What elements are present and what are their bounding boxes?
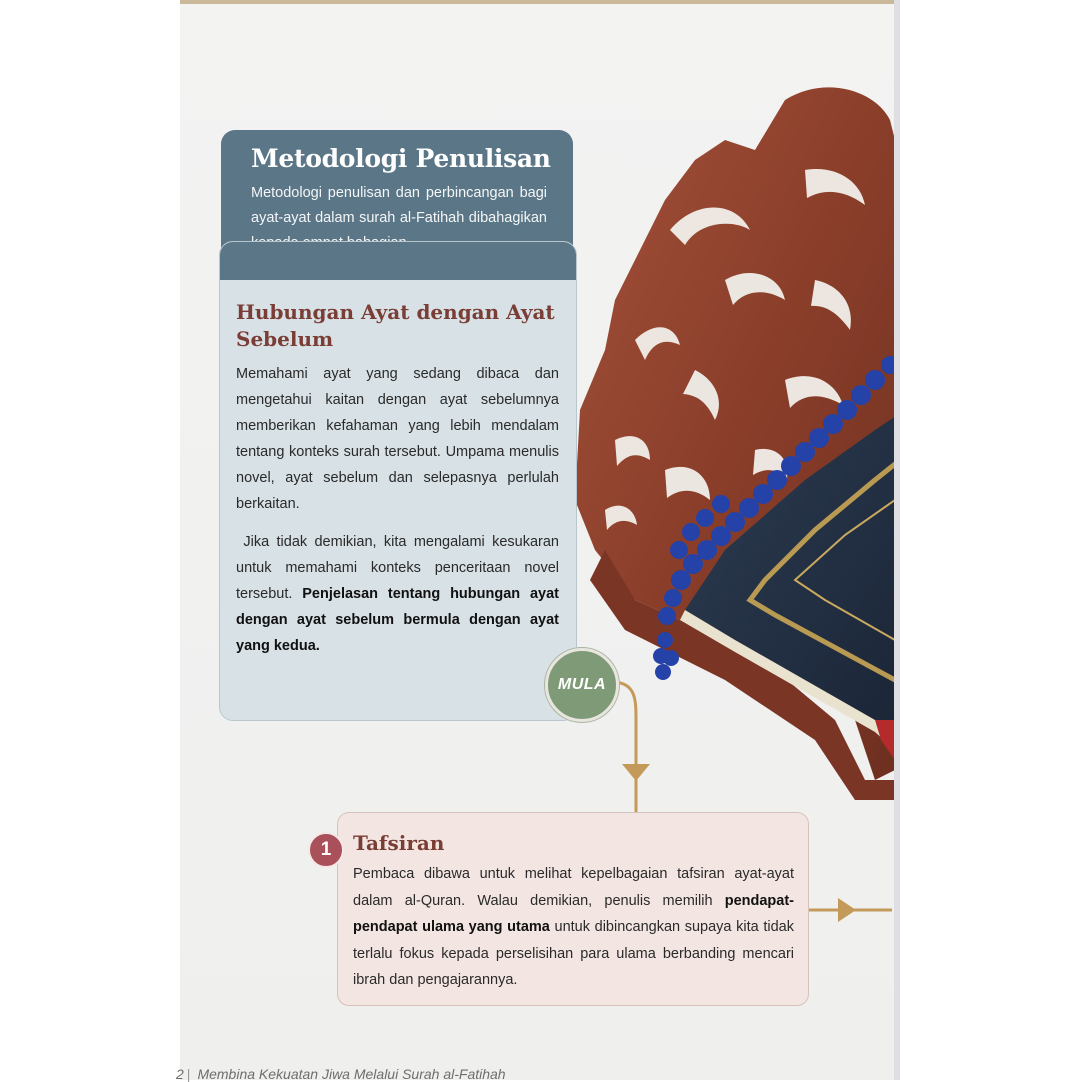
step-number-badge: 1: [308, 832, 344, 868]
page-number: 2: [176, 1066, 184, 1082]
book-title: Membina Kekuatan Jiwa Melalui Surah al-Fatihah: [197, 1066, 506, 1082]
methodology-description: Metodologi penulisan dan perbincangan bagi ayat-ayat dalam surah al-Fatihah dibahagikan: [251, 185, 547, 226]
methodology-title: Metodologi Penulisan: [251, 144, 551, 173]
tafsiran-body-text-1: Pembaca dibawa untuk melihat kepelbagaian tafsiran ayat-ayat dalam al-Quran. Walau demikian, penulis memilih: [353, 866, 794, 909]
relationship-paragraph-1: Memahami ayat yang sedang dibaca dan mengetahui kaitan dengan ayat sebelumnya memberikan kefahaman yang lebih mendalam tentang konteks surah tersebut. Umpama menulis novel, ayat sebelum dan selepasnya perlulah berkaitan.: [236, 366, 559, 512]
tafsiran-body-bold: pendapat-pendapat ulama yang utama: [353, 892, 794, 935]
relationship-paragraph-2-text: Jika tidak demikian, kita mengalami kesukaran untuk memahami konteks penceritaan novel tersebut.: [236, 534, 559, 602]
tafsiran-title: Tafsiran: [353, 831, 445, 855]
relationship-title: Hubungan Ayat dengan Ayat Sebelum: [236, 300, 555, 351]
relationship-paragraph-2-bold: Penjelasan tentang hubungan ayat dengan ayat sebelum bermula dengan ayat yang kedua.: [236, 586, 559, 654]
tafsiran-body-text-2: untuk dibincangkan supaya kita tidak terlalu fokus kepada perselisihan para ulama berbanding mencari ibrah dan pengajarannya.: [353, 919, 794, 988]
start-badge: MULA: [545, 648, 619, 722]
footer-separator: |: [186, 1066, 191, 1082]
